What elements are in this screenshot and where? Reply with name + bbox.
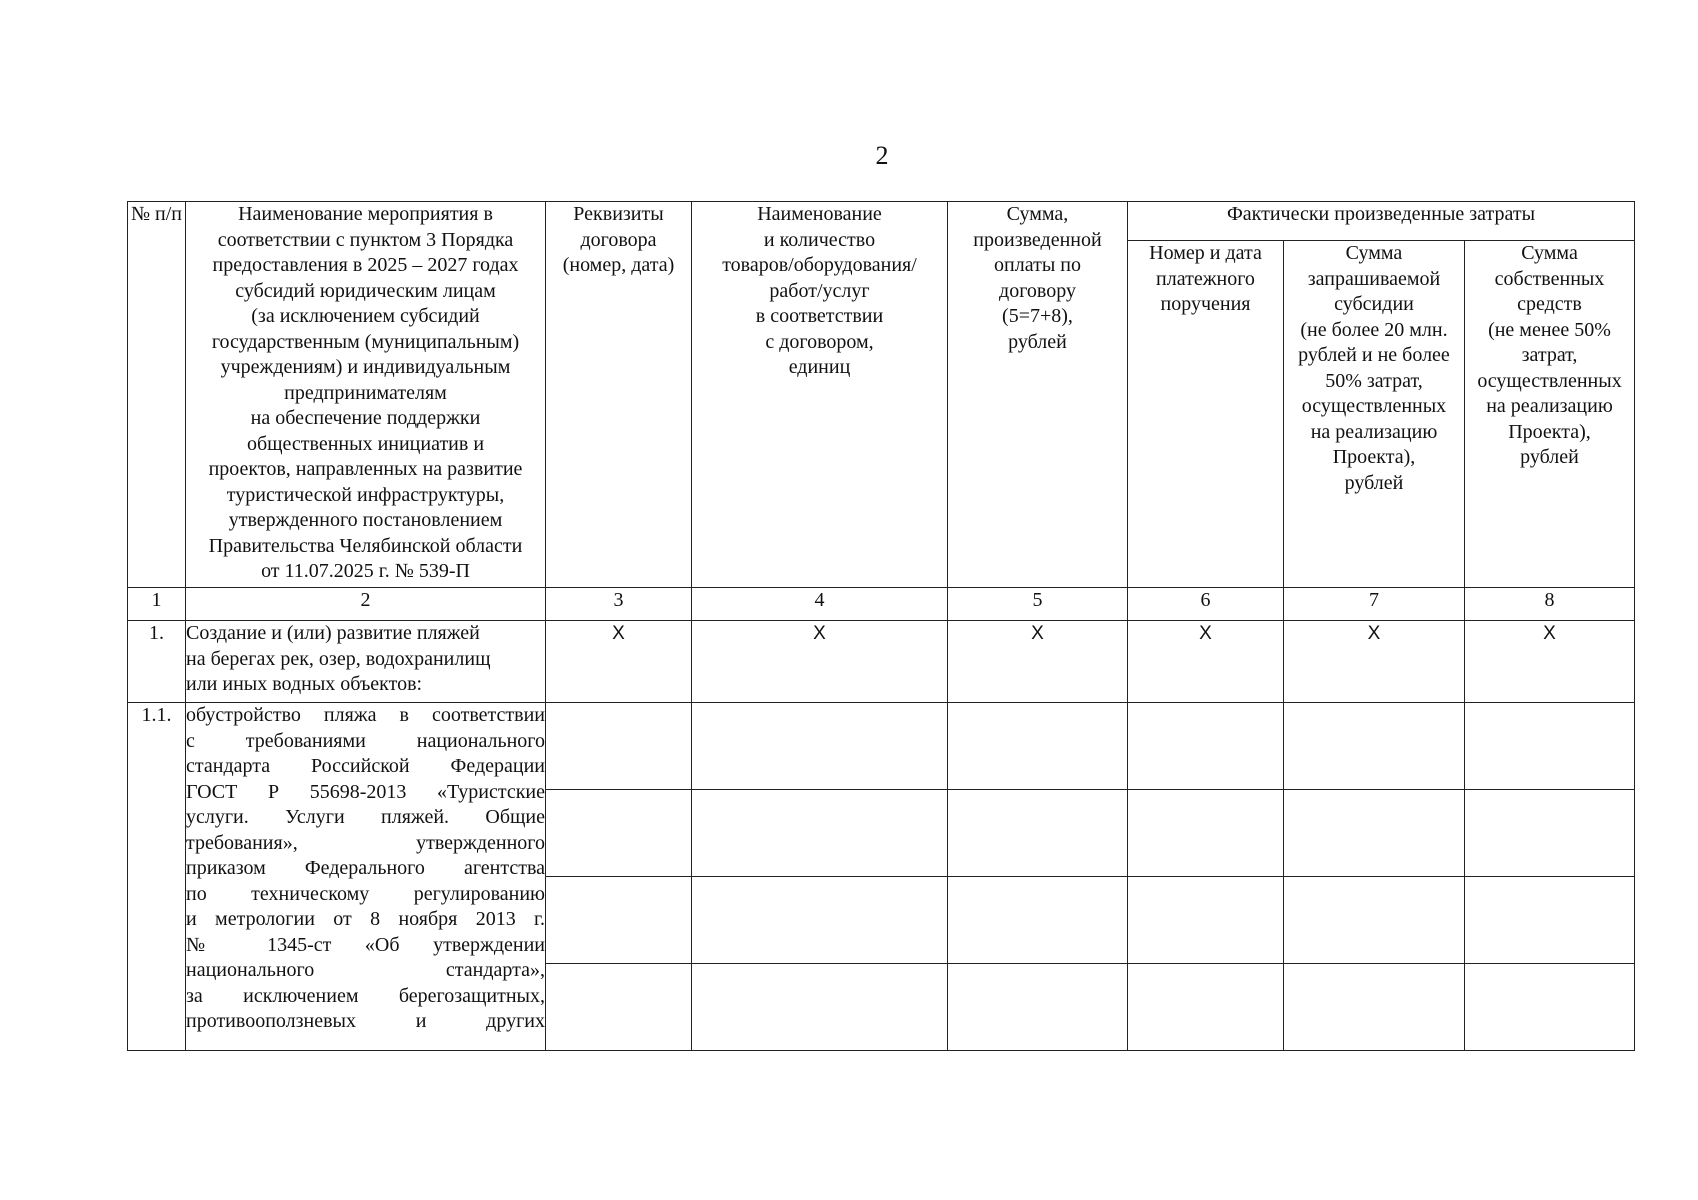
empty-cell [1128, 964, 1284, 1051]
header-event-line: предпринимателям [284, 381, 447, 404]
header-event-line: проектов, направленных на развитие [208, 458, 523, 480]
empty-cell [546, 790, 692, 877]
header-payment-line: Номер и дата [1149, 242, 1262, 264]
header-event-line: утвержденного постановлением [228, 509, 503, 531]
header-actual-costs-group [1128, 202, 1635, 241]
header-goods-line: с договором, [765, 330, 874, 353]
header-own-line: Проекта), [1508, 420, 1591, 443]
header-event-line: Правительства Челябинской области [208, 534, 523, 557]
header-own-line: (не менее 50% [1488, 318, 1611, 341]
header-subsidy-amount [1284, 241, 1465, 588]
empty-cell [1128, 703, 1284, 790]
header-own-line: средств [1517, 293, 1582, 315]
header-goods-line: Наименование [757, 203, 882, 225]
column-number: 1 [128, 588, 186, 621]
column-number: 8 [1465, 588, 1635, 621]
row-description-line: национального стандарта», [186, 959, 545, 981]
empty-cell [546, 964, 692, 1051]
header-own-line: на реализацию [1486, 395, 1613, 417]
column-number: 7 [1284, 588, 1465, 621]
header-paid-line: Сумма, [1006, 203, 1069, 225]
row-description-line: на берегах рек, озер, водохранилищ [186, 647, 491, 670]
row-description-line: противооползневых и других [186, 1010, 545, 1032]
header-number [128, 202, 186, 588]
empty-cell [948, 964, 1128, 1051]
header-contract-details [546, 202, 692, 588]
header-subsidy-line: (не более 20 млн. [1300, 318, 1448, 341]
header-contract-line: договора [580, 228, 657, 251]
empty-cell [1465, 790, 1635, 877]
empty-cell [692, 877, 948, 964]
row-description-line: стандарта Российской Федерации [186, 755, 545, 777]
header-paid-line: произведенной [973, 228, 1102, 251]
row-description-line: или иных водных объектов: [186, 673, 423, 695]
header-own-line: Сумма [1521, 242, 1578, 264]
row-number: 1.1. [128, 703, 186, 1051]
header-own-line: осуществленных [1477, 369, 1622, 392]
header-event-line: соответствии с пунктом 3 Порядка [217, 228, 514, 251]
empty-cell [1465, 964, 1635, 1051]
row-description-line: обустройство пляжа в соответствии [186, 704, 545, 726]
header-contract-line: Реквизиты [573, 203, 664, 225]
empty-cell [692, 790, 948, 877]
header-goods-line: работ/услуг [769, 279, 870, 302]
empty-cell [1284, 790, 1465, 877]
header-subsidy-line: запрашиваемой [1307, 267, 1441, 290]
header-subsidy-line: Проекта), [1332, 446, 1416, 468]
row-description-line: с требованиями национального [186, 729, 545, 752]
column-number: 2 [186, 588, 546, 621]
header-goods-name [692, 202, 948, 588]
empty-cell [1284, 964, 1465, 1051]
header-goods-line: товаров/оборудования/ [722, 254, 917, 276]
header-subsidy-line: 50% затрат, [1325, 369, 1423, 392]
empty-cell [948, 877, 1128, 964]
row-description-line: услуги. Услуги пляжей. Общие [186, 806, 545, 828]
empty-cell [1465, 877, 1635, 964]
row-cell-x: X [546, 621, 692, 703]
empty-cell [546, 703, 692, 790]
row-cell-x: X [948, 621, 1128, 703]
row-cell-x: X [692, 621, 948, 703]
header-subsidy-line: на реализацию [1310, 420, 1438, 443]
row-description-line: ГОСТ Р 55698-2013 «Туристские [186, 780, 545, 803]
header-event-line: учреждениям) и индивидуальным [220, 356, 511, 378]
header-paid-line: рублей [1008, 330, 1067, 353]
header-event-line: Наименование мероприятия в [238, 203, 493, 225]
row-description [186, 703, 546, 1051]
header-paid-line: договору [999, 279, 1076, 302]
row-cell-x: X [1284, 621, 1465, 703]
row-number: 1. [128, 621, 186, 703]
row-cell-x: X [1128, 621, 1284, 703]
header-goods-line: в соответствии [755, 305, 884, 327]
empty-cell [1128, 790, 1284, 877]
expenses-table [127, 201, 1635, 1051]
header-row [128, 202, 1635, 241]
header-payment-order [1128, 241, 1284, 588]
header-goods-line: и количество [763, 228, 876, 251]
header-subsidy-line: рублей [1344, 471, 1404, 494]
row-description-line: и метрологии от 8 ноября 2013 г. [186, 908, 545, 930]
header-paid-amount [948, 202, 1128, 588]
row-cell-x: X [1465, 621, 1635, 703]
header-subsidy-line: Сумма [1345, 242, 1403, 264]
empty-cell [692, 703, 948, 790]
header-payment-line: платежного [1156, 267, 1255, 290]
header-number-label: № п/п [130, 203, 183, 225]
header-paid-line: (5=7+8), [1002, 305, 1073, 327]
header-payment-line: поручения [1160, 293, 1251, 315]
header-group-label: Фактически произведенные затраты [1226, 203, 1536, 225]
empty-cell [692, 964, 948, 1051]
header-subsidy-line: осуществленных [1301, 395, 1447, 417]
empty-cell [1284, 703, 1465, 790]
row-description-line: за исключением берегозащитных, [186, 984, 545, 1007]
header-event-name [186, 202, 546, 588]
table-row [128, 703, 1635, 790]
empty-cell [546, 877, 692, 964]
page-number: 2 [875, 141, 889, 170]
row-description-line: приказом Федерального агентства [186, 857, 545, 879]
header-own-line: затрат, [1521, 344, 1578, 366]
row-description [186, 621, 546, 703]
row-description-line: требования», утвержденного [186, 831, 545, 854]
header-event-line: предоставления в 2025 – 2027 годах [212, 254, 519, 276]
header-goods-line: единиц [788, 356, 851, 378]
empty-cell [1465, 703, 1635, 790]
row-description-line: Создание и (или) развитие пляжей [186, 622, 480, 644]
header-event-line: субсидий юридическим лицам [235, 279, 496, 302]
header-event-line: туристической инфраструктуры, [226, 483, 505, 506]
empty-cell [948, 790, 1128, 877]
column-number: 5 [948, 588, 1128, 621]
header-event-line: на обеспечение поддержки [250, 407, 481, 429]
header-own-line: собственных [1494, 267, 1605, 290]
header-event-line: общественных инициатив и [246, 432, 485, 455]
header-event-line: от 11.07.2025 г. № 539-П [261, 560, 470, 582]
row-description-line: № 1345-ст «Об утверждении [186, 933, 545, 956]
row-description-line: по техническому регулированию [186, 882, 545, 905]
column-number: 3 [546, 588, 692, 621]
empty-cell [948, 703, 1128, 790]
column-number: 4 [692, 588, 948, 621]
header-paid-line: оплаты по [994, 254, 1081, 276]
empty-cell [1284, 877, 1465, 964]
header-contract-line: (номер, дата) [562, 254, 675, 276]
header-event-line: государственным (муниципальным) [211, 330, 520, 353]
header-subsidy-line: рублей и не более [1298, 344, 1450, 366]
header-own-funds [1465, 241, 1635, 588]
column-number: 6 [1128, 588, 1284, 621]
column-number-row [128, 588, 1635, 621]
table-row [128, 621, 1635, 703]
header-subsidy-line: субсидии [1334, 293, 1414, 315]
header-own-line: рублей [1520, 446, 1579, 468]
empty-cell [1128, 877, 1284, 964]
header-event-line: (за исключением субсидий [251, 305, 480, 327]
